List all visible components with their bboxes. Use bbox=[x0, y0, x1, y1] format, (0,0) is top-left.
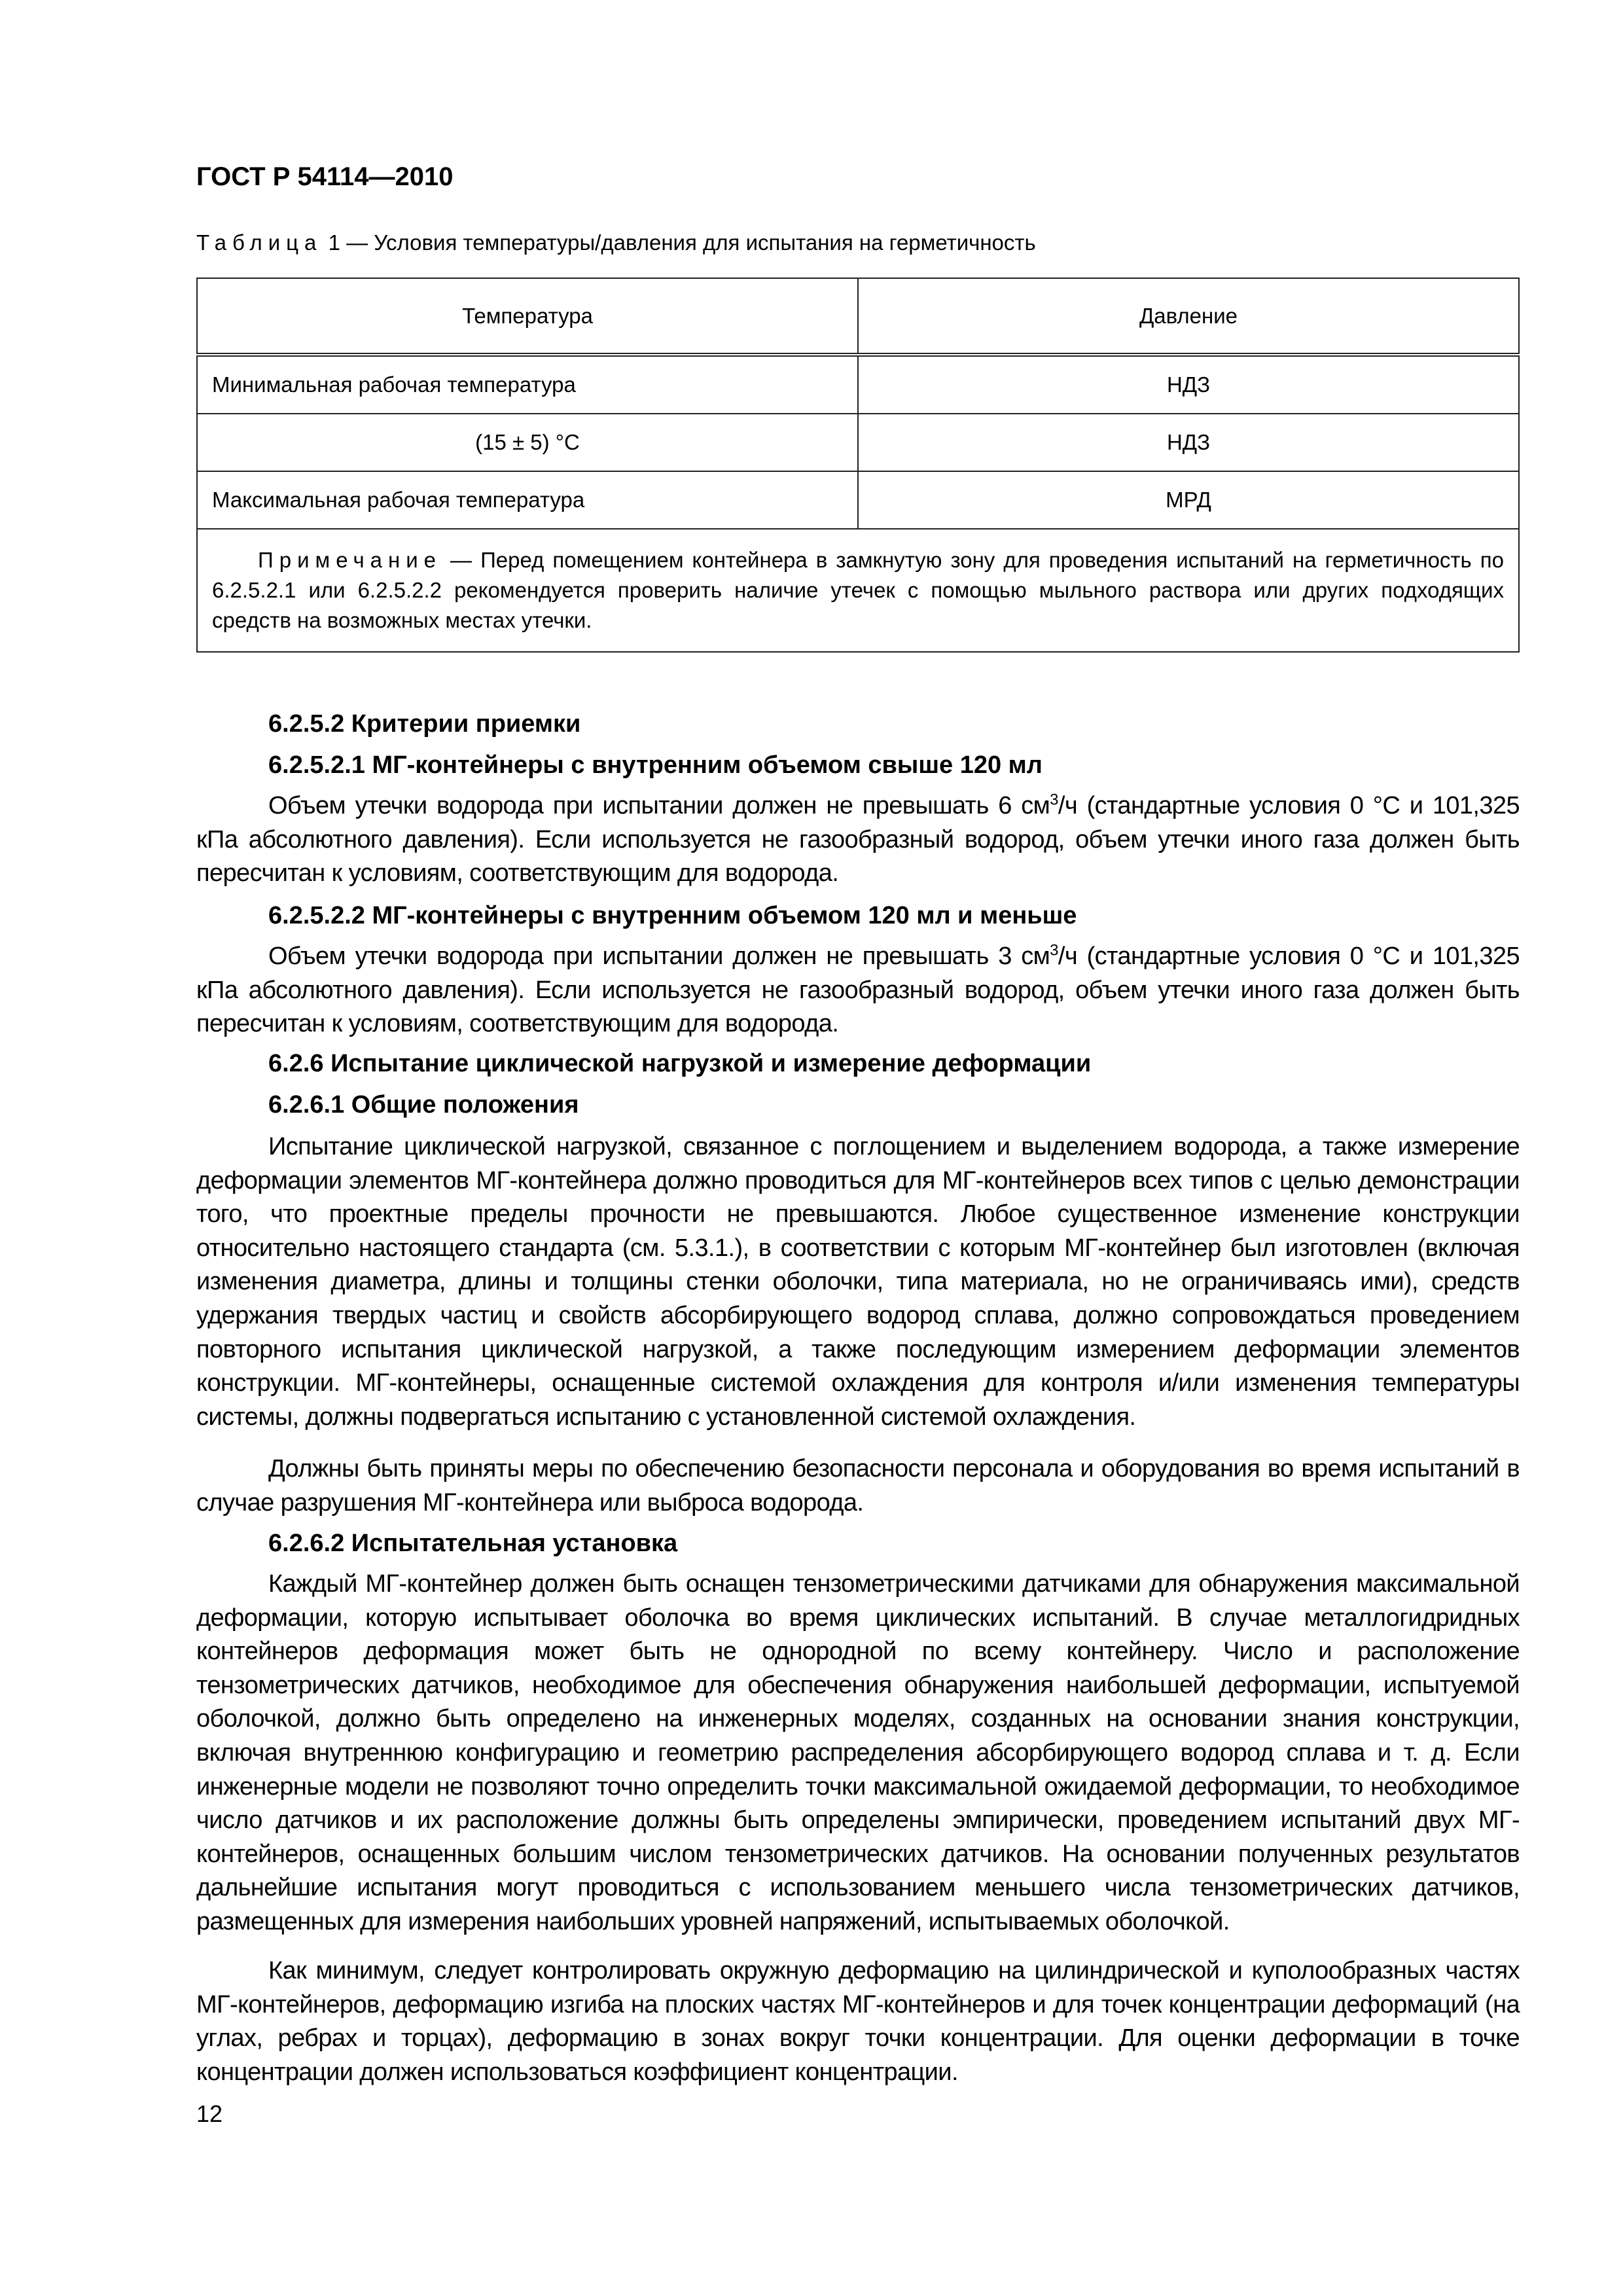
superscript: 3 bbox=[1050, 791, 1058, 809]
table-row bbox=[197, 471, 1519, 529]
table-note-row bbox=[197, 529, 1519, 652]
text: /ч (стандартные условия 0 °C и 101,325 кПа абсолютного давления). Если используется не газообразный водород, объем утечки иного газа должен быть пересчитан к условиям, соответствующим для водорода. bbox=[196, 942, 1520, 1038]
column-header-pressure: Давление bbox=[858, 278, 1519, 355]
heading-6-2-6-2: 6.2.6.2 Испытательная установка bbox=[268, 1530, 678, 1557]
cell-temperature: (15 ± 5) °C bbox=[197, 414, 858, 471]
caption-number: 1 bbox=[328, 230, 340, 255]
caption-text: — Условия температуры/давления для испытания на герметичность bbox=[340, 230, 1036, 255]
heading-6-2-5-2-2: 6.2.5.2.2 МГ-контейнеры с внутренним объемом 120 мл и меньше bbox=[268, 902, 1077, 929]
cell-pressure: НДЗ bbox=[858, 355, 1519, 414]
table-row bbox=[197, 414, 1519, 471]
cell-pressure: МРД bbox=[858, 471, 1519, 529]
paragraph-6-2-6-2-a: Каждый МГ-контейнер должен быть оснащен тензометрическими датчиками для обнаружения максимальной деформации, которую испытывает оболочка во время циклических испытаний. В случае металлогидридных контейнеров деформация может быть не однородной по всему контейнеру. Число и расположение тензометрических датчиков, необходимое для обеспечения обнаружения наибольшей деформации, испытуемой оболочкой, должно быть определено на инженерных моделях, созданных на основании знания конструкции, включая внутреннюю конфигурацию и геометрию распределения абсорбирующего водород сплава и т. д. Если инженерные модели не позволяют точно определить точки максимальной ожидаемой деформации, то необходимое число датчиков и их расположение должны быть определены эмпирически, проведением испытаний двух МГ-контейнеров, оснащенных большим числом тензометрических датчиков. На основании полученных результатов дальнейшие испытания могут проводиться с использованием меньшего числа тензометрических датчиков, размещенных для измерения наибольших уровней напряжений, испытываемых оболочкой. bbox=[196, 1570, 1520, 1935]
note-text: — Перед помещением контейнера в замкнутую зону для проведения испытаний на герметичность по 6.2.5.2.1 или 6.2.5.2.2 рекомендуется проверить наличие утечек с помощью мыльного раствора или других подходящих средств на возможных местах утечки. bbox=[212, 548, 1504, 632]
cell-temperature: Максимальная рабочая температура bbox=[197, 471, 858, 529]
table-note bbox=[197, 529, 1519, 652]
table-row bbox=[197, 355, 1519, 414]
superscript: 3 bbox=[1050, 941, 1058, 960]
document-id: ГОСТ Р 54114—2010 bbox=[196, 162, 454, 191]
text: Объем утечки водорода при испытании должен не превышать 3 см bbox=[268, 942, 1050, 970]
column-header-temperature: Температура bbox=[197, 278, 858, 355]
page-number: 12 bbox=[196, 2100, 223, 2127]
heading-6-2-5-2: 6.2.5.2 Критерии приемки bbox=[268, 710, 581, 738]
heading-6-2-6: 6.2.6 Испытание циклической нагрузкой и измерение деформации bbox=[268, 1050, 1092, 1077]
note-label: Примечание bbox=[258, 548, 442, 572]
text: /ч (стандартные условия 0 °C и 101,325 кПа абсолютного давления). Если используется не газообразный водород, объем утечки иного газа должен быть пересчитан к условиям, соответствующим для водорода. bbox=[196, 792, 1520, 888]
paragraph-6-2-5-2-2 bbox=[196, 940, 1520, 1041]
cell-temperature: Минимальная рабочая температура bbox=[197, 355, 858, 414]
table-caption bbox=[196, 230, 1520, 255]
conditions-table bbox=[196, 278, 1520, 653]
caption-label: Таблица bbox=[196, 230, 323, 255]
paragraph-6-2-6-2-b: Как минимум, следует контролировать окружную деформацию на цилиндрической и куполообразных частях МГ-контейнеров, деформацию изгиба на плоских частях МГ-контейнеров и для точек концентрации деформаций (на углах, ребрах и торцах), деформацию в зонах вокруг точки концентрации. Для оценки деформации в точке концентрации должен использоваться коэффициент концентрации. bbox=[196, 1957, 1520, 2086]
text: Объем утечки водорода при испытании должен не превышать 6 см bbox=[268, 792, 1050, 819]
cell-pressure: НДЗ bbox=[858, 414, 1519, 471]
heading-6-2-5-2-1: 6.2.5.2.1 МГ-контейнеры с внутренним объемом свыше 120 мл bbox=[268, 751, 1043, 779]
paragraph-6-2-6-1-a: Испытание циклической нагрузкой, связанное с поглощением и выделением водорода, а также измерение деформации элементов МГ-контейнера должно проводиться для МГ-контейнеров всех типов с целью демонстрации того, что проектные пределы прочности не превышаются. Любое существенное изменение конструкции относительно настоящего стандарта (см. 5.3.1.), в соответствии с которым МГ-контейнер был изготовлен (включая изменения диаметра, длины и толщины стенки оболочки, типа материала, но не ограничиваясь ими), средств удержания твердых частиц и свойств абсорбирующего водород сплава, должно сопровождаться проведением повторного испытания циклической нагрузкой, а также последующим измерением деформации элементов конструкции. МГ-контейнеры, оснащенные системой охлаждения для контроля и/или изменения температуры системы, должны подвергаться испытанию с установленной системой охлаждения. bbox=[196, 1133, 1520, 1431]
paragraph-6-2-6-1-b: Должны быть приняты меры по обеспечению безопасности персонала и оборудования во время испытаний в случае разрушения МГ-контейнера или выброса водорода. bbox=[196, 1455, 1520, 1516]
paragraph-6-2-5-2-1 bbox=[196, 789, 1520, 891]
table-header-row bbox=[197, 278, 1519, 355]
heading-6-2-6-1: 6.2.6.1 Общие положения bbox=[268, 1091, 579, 1119]
